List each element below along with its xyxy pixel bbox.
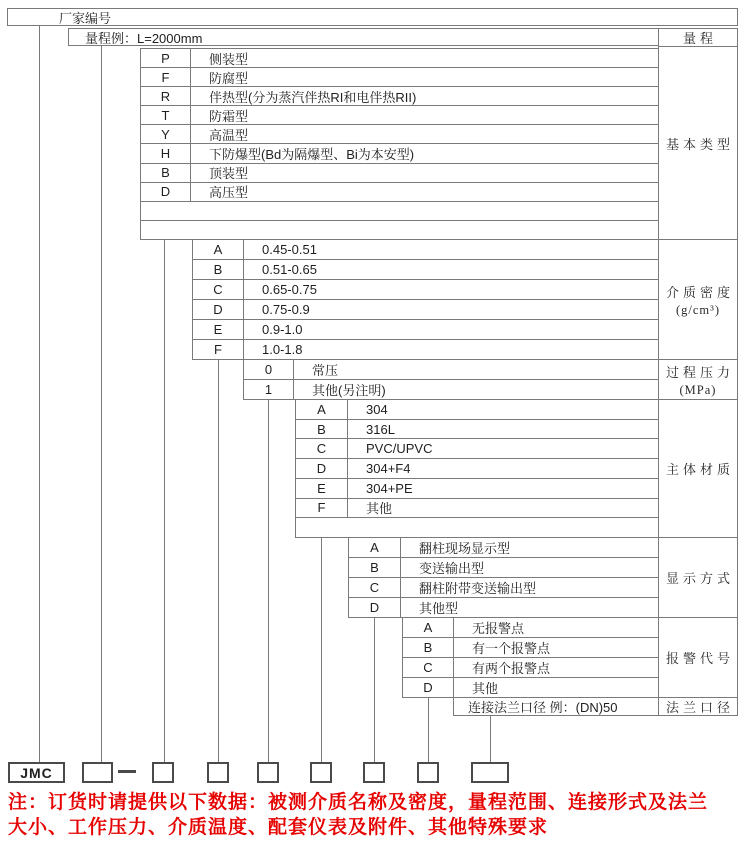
option-code: 1 — [244, 380, 294, 399]
option-desc: 翻柱现场显示型 — [419, 541, 511, 556]
option-code: P — [141, 49, 191, 67]
side-label-pressure — [659, 359, 737, 399]
option-row — [403, 657, 658, 677]
side-label-text: 法兰口径 — [665, 700, 734, 715]
option-row — [193, 240, 658, 259]
order-note-line2: 大小、工作压力、介质温度、配套仪表及附件、其他特殊要求 — [8, 817, 549, 838]
connector-line — [268, 400, 269, 762]
option-row — [193, 259, 658, 279]
code-box-basic-type — [152, 762, 174, 783]
option-desc: 其他(另注明) — [312, 383, 386, 398]
option-row — [454, 698, 658, 715]
option-code: E — [193, 320, 244, 339]
option-code: C — [296, 439, 348, 458]
section-basic-type — [140, 48, 659, 240]
section-pressure — [243, 359, 659, 400]
connector-line — [218, 360, 219, 762]
code-box-alarm — [417, 762, 439, 783]
option-code: F — [141, 68, 191, 86]
option-code: F — [296, 499, 348, 518]
side-label-column — [658, 28, 738, 716]
option-code: D — [403, 678, 454, 697]
option-code: R — [141, 87, 191, 105]
option-code: D — [141, 183, 191, 201]
side-label-density — [659, 239, 737, 359]
option-row — [141, 163, 658, 182]
option-desc: 连接法兰口径 例：(DN)50 — [468, 700, 618, 715]
connector-line — [101, 46, 102, 762]
option-desc: 其他 — [366, 501, 393, 517]
option-desc: 防腐型 — [209, 70, 249, 86]
empty-cell — [141, 202, 658, 220]
side-label-text: 过程压力 — [665, 364, 734, 380]
option-code: B — [403, 638, 454, 657]
option-code: A — [403, 618, 454, 637]
side-label-unit: (g/cm³) — [675, 302, 721, 317]
code-box-range — [82, 762, 113, 783]
option-desc: 1.0-1.8 — [262, 342, 303, 357]
manufacturer-code-box — [7, 8, 738, 26]
option-row — [193, 299, 658, 319]
option-code: T — [141, 106, 191, 124]
separator-dash — [118, 770, 136, 773]
option-desc: 有两个报警点 — [472, 661, 551, 676]
connector-line — [490, 716, 491, 762]
option-desc: 0.51-0.65 — [262, 262, 317, 277]
connector-line — [428, 698, 429, 762]
option-desc: 0.65-0.75 — [262, 282, 317, 297]
option-row — [296, 517, 658, 537]
option-desc: 304+F4 — [366, 461, 411, 477]
option-row — [349, 538, 658, 557]
option-row — [193, 339, 658, 359]
option-desc: 0.75-0.9 — [262, 302, 310, 317]
code-box-density — [207, 762, 229, 783]
option-row — [141, 49, 658, 67]
code-box-flange — [471, 762, 509, 783]
side-label-material — [659, 399, 737, 537]
connector-line — [164, 240, 165, 762]
option-row — [349, 557, 658, 577]
side-label-unit: (MPa) — [679, 382, 717, 397]
section-display — [348, 537, 659, 618]
option-row — [244, 379, 658, 399]
option-row — [244, 360, 658, 379]
option-desc: 0.45-0.51 — [262, 242, 317, 257]
option-code: D — [349, 598, 401, 617]
code-box-pressure — [257, 762, 279, 783]
option-desc: 伴热型(分为蒸汽伴热RI和电伴热RII) — [209, 89, 417, 105]
section-material — [295, 399, 659, 538]
option-desc: 防霜型 — [209, 108, 249, 124]
option-desc: 其他型 — [419, 601, 459, 616]
option-desc: 变送输出型 — [419, 561, 485, 576]
option-row — [296, 438, 658, 458]
side-label-text: 主体材质 — [665, 462, 734, 477]
option-row — [141, 220, 658, 239]
option-desc: 316L — [366, 421, 395, 437]
side-label-text: 显示方式 — [665, 571, 734, 586]
side-label-alarm — [659, 617, 737, 697]
option-desc: 无报警点 — [472, 621, 525, 636]
model-prefix-label: JMC — [20, 764, 53, 781]
option-code: B — [349, 558, 401, 577]
option-row — [141, 182, 658, 201]
option-row — [296, 478, 658, 498]
side-label-text: 介质密度 — [665, 284, 734, 300]
side-label-display — [659, 537, 737, 617]
option-desc: 翻柱附带变送输出型 — [419, 581, 537, 596]
option-desc: 高压型 — [209, 185, 249, 201]
option-row — [141, 67, 658, 86]
option-row — [141, 86, 658, 105]
manufacturer-code-label: 厂家编号 — [59, 10, 112, 26]
option-row — [141, 143, 658, 162]
option-row — [141, 105, 658, 124]
option-row — [193, 279, 658, 299]
option-row — [296, 419, 658, 439]
section-density — [192, 239, 659, 360]
option-desc: 顶装型 — [209, 166, 249, 182]
model-prefix-box — [8, 762, 65, 783]
option-code: D — [296, 459, 348, 478]
section-alarm — [402, 617, 659, 698]
empty-cell — [296, 518, 658, 537]
side-label-text: 基本类型 — [665, 136, 734, 152]
connector-line — [39, 26, 40, 762]
option-row — [403, 618, 658, 637]
option-row — [296, 498, 658, 518]
section-flange — [453, 697, 659, 716]
option-code: H — [141, 144, 191, 162]
option-code: A — [349, 538, 401, 557]
option-code: E — [296, 479, 348, 498]
option-row — [193, 319, 658, 339]
code-box-material — [310, 762, 332, 783]
option-desc: 高温型 — [209, 127, 249, 143]
option-code: A — [193, 240, 244, 259]
option-row — [403, 637, 658, 657]
option-desc: 常压 — [312, 363, 339, 378]
option-desc: 304 — [366, 401, 388, 417]
side-label-basic-type — [659, 46, 737, 239]
option-code: F — [193, 340, 244, 359]
option-desc: 侧装型 — [209, 51, 249, 67]
option-code: 0 — [244, 360, 294, 379]
option-code: B — [296, 420, 348, 439]
option-code: Y — [141, 125, 191, 143]
option-desc: 0.9-1.0 — [262, 322, 303, 337]
option-row — [141, 124, 658, 143]
side-label-flange — [659, 697, 737, 715]
range-example-box — [68, 28, 738, 46]
option-row — [141, 201, 658, 220]
option-code: C — [349, 578, 401, 597]
option-desc: 304+PE — [366, 480, 413, 496]
option-code: C — [403, 658, 454, 677]
option-code: C — [193, 280, 244, 299]
order-note — [8, 790, 748, 840]
code-box-display — [363, 762, 385, 783]
option-desc: 下防爆型(Bd为隔爆型、Bi为本安型) — [209, 147, 415, 163]
option-code: A — [296, 400, 348, 419]
side-label-range — [659, 29, 737, 46]
option-code: D — [193, 300, 244, 319]
connector-line — [321, 538, 322, 762]
connector-line — [374, 618, 375, 762]
option-code: B — [141, 164, 191, 182]
option-code: B — [193, 260, 244, 279]
option-row — [349, 597, 658, 617]
option-desc: 有一个报警点 — [472, 641, 551, 656]
option-row — [296, 400, 658, 419]
option-row — [403, 677, 658, 697]
range-example-label: 量程例：L=2000mm — [85, 30, 203, 46]
option-row — [349, 577, 658, 597]
option-desc: 其他 — [472, 681, 499, 696]
order-note-line1: 注：订货时请提供以下数据：被测介质名称及密度，量程范围、连接形式及法兰 — [8, 792, 709, 813]
side-label-text: 量程 — [682, 31, 717, 46]
option-row — [296, 458, 658, 478]
empty-cell — [141, 221, 658, 239]
side-label-text: 报警代号 — [665, 651, 734, 666]
option-desc: PVC/UPVC — [366, 441, 433, 457]
